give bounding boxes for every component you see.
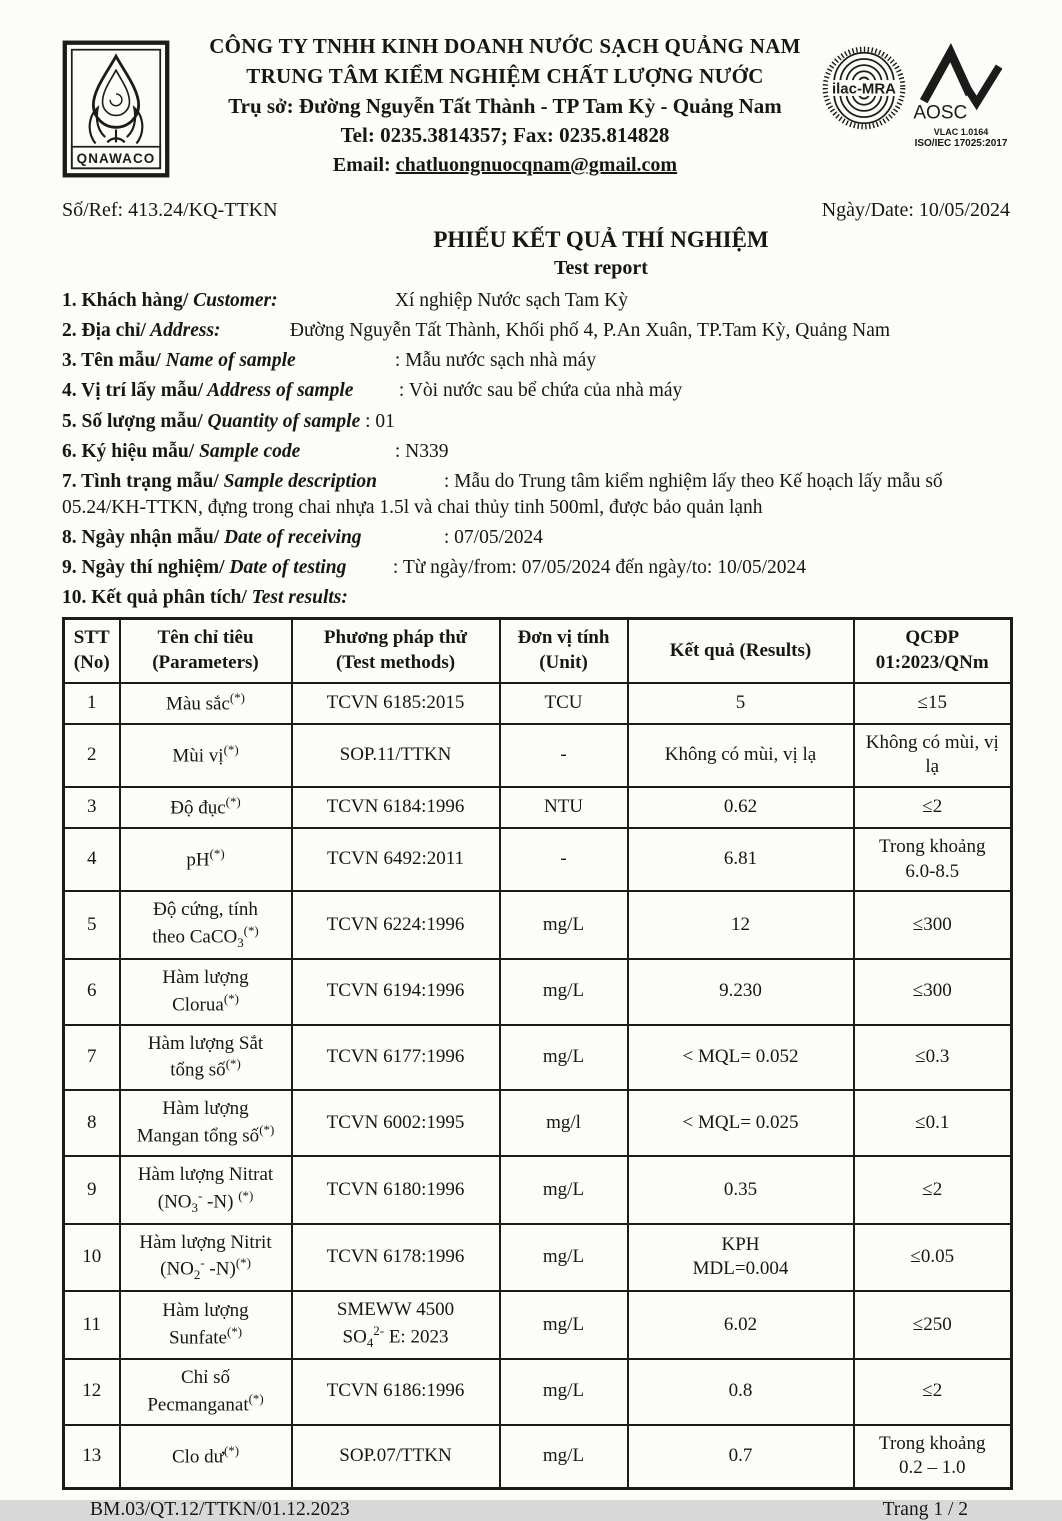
cell-method: TCVN 6194:1996	[292, 959, 500, 1025]
qnawaco-logo-text: QNAWACO	[76, 150, 156, 166]
table-row	[64, 787, 1012, 828]
cell-unit: mg/L	[500, 1025, 628, 1091]
table-row	[64, 891, 1012, 959]
info-label-en: Date of receiving	[219, 526, 362, 548]
table-row	[64, 1090, 1012, 1156]
info-value: : N339	[390, 440, 449, 462]
letterhead-text	[190, 30, 820, 180]
cell-result: 9.230	[628, 959, 854, 1025]
info-label-vi: 6. Ký hiệu mẫu/	[62, 440, 195, 462]
cell-limit: ≤0.3	[854, 1025, 1012, 1091]
cell-no: 6	[64, 959, 120, 1025]
table-row	[64, 959, 1012, 1025]
info-line	[62, 378, 1010, 404]
table-row	[64, 1224, 1012, 1292]
table-row	[64, 724, 1012, 787]
cell-no: 12	[64, 1359, 120, 1425]
cell-result: < MQL= 0.052	[628, 1025, 854, 1091]
info-label	[62, 585, 348, 611]
info-label	[62, 555, 388, 581]
info-value: : 07/05/2024	[439, 526, 544, 548]
cell-no: 1	[64, 683, 120, 724]
cell-limit: ≤2	[854, 787, 1012, 828]
cell-unit: mg/L	[500, 891, 628, 959]
info-line	[62, 555, 1010, 581]
cell-parameter: Hàm lượng Nitrit ($NO_2^-$ -N)(*)	[120, 1224, 292, 1292]
cell-limit: ≤300	[854, 959, 1012, 1025]
cell-method: TCVN 6002:1995	[292, 1090, 500, 1156]
ref-date: Ngày/Date: 10/05/2024	[821, 199, 1010, 221]
info-line	[62, 439, 1010, 465]
cell-unit: mg/l	[500, 1090, 628, 1156]
info-label-vi: 8. Ngày nhận mẫu/	[62, 526, 220, 548]
cell-unit: mg/L	[500, 1156, 628, 1224]
info-label-vi: 5. Số lượng mẫu/	[62, 410, 203, 432]
cell-parameter: Màu sắc(*)	[120, 683, 292, 724]
ilac-mra-stamp	[820, 44, 908, 132]
cell-method: TCVN 6186:1996	[292, 1359, 500, 1425]
info-label	[62, 469, 439, 495]
letterhead	[62, 30, 1010, 183]
info-label-vi: 2. Địa chỉ/	[62, 319, 146, 341]
cell-result: 5	[628, 683, 854, 724]
aosc-iso-code: ISO/IEC 17025:2017	[914, 138, 1008, 150]
info-line	[62, 469, 1010, 520]
cell-parameter: Độ đục(*)	[120, 787, 292, 828]
cell-parameter: Hàm lượng Sunfate(*)	[120, 1291, 292, 1359]
cell-parameter: Hàm lượng Mangan tổng số(*)	[120, 1090, 292, 1156]
info-label-en: Sample code	[194, 440, 301, 462]
table-row	[64, 1359, 1012, 1425]
aosc-logo-graphic	[912, 44, 1010, 122]
info-line	[62, 288, 1010, 314]
cell-limit: ≤2	[854, 1156, 1012, 1224]
cell-unit: mg/L	[500, 959, 628, 1025]
email-link[interactable]: chatluongnuocqnam@gmail.com	[395, 154, 678, 177]
info-value: : Mẫu nước sạch nhà máy	[390, 350, 597, 372]
cell-result: 0.7	[628, 1425, 854, 1489]
cell-method: TCVN 6180:1996	[292, 1156, 500, 1224]
aosc-text: AOSC	[913, 102, 968, 124]
info-label-en: Date of testing	[224, 557, 347, 579]
aosc-vlac-code: VLAC 1.0164	[933, 127, 989, 137]
cell-result: 6.02	[628, 1291, 854, 1359]
cell-unit: mg/L	[500, 1224, 628, 1292]
cell-no: 10	[64, 1224, 120, 1292]
cell-result: 0.8	[628, 1359, 854, 1425]
cell-unit: -	[500, 724, 628, 787]
ref-row	[62, 199, 1010, 222]
cell-limit: ≤15	[854, 683, 1012, 724]
cell-unit: mg/L	[500, 1425, 628, 1489]
cell-result: KPH MDL=0.004	[628, 1224, 854, 1292]
info-label	[62, 409, 360, 435]
cell-result: 0.62	[628, 787, 854, 828]
cell-limit: Không có mùi, vị lạ	[854, 724, 1012, 787]
cell-method: TCVN 6177:1996	[292, 1025, 500, 1091]
info-value: : Vòi nước sau bể chứa của nhà máy	[394, 380, 683, 402]
cell-method: TCVN 6185:2015	[292, 683, 500, 724]
email-label: Email:	[332, 154, 391, 177]
info-label-en: Sample description	[218, 471, 377, 492]
info-label	[62, 318, 285, 344]
cell-limit: ≤250	[854, 1291, 1012, 1359]
info-label	[62, 348, 390, 374]
info-label-en: Address:	[145, 319, 221, 341]
column-header: QCĐP 01:2023/QNm	[854, 619, 1012, 683]
info-label-en: Test results:	[246, 587, 348, 609]
info-label-vi: 9. Ngày thí nghiệm/	[62, 557, 225, 579]
info-label-vi: 7. Tình trạng mẫu/	[62, 471, 219, 492]
cell-parameter: Độ cứng, tính theo CaCO$_3$(*)	[120, 891, 292, 959]
info-label	[62, 439, 390, 465]
cell-limit: Trong khoảng 0.2 – 1.0	[854, 1425, 1012, 1489]
info-label	[62, 288, 390, 314]
cell-limit: ≤300	[854, 891, 1012, 959]
cell-limit: ≤0.05	[854, 1224, 1012, 1292]
info-label-vi: 1. Khách hàng/	[62, 289, 189, 311]
table-row	[64, 1025, 1012, 1091]
column-header: Phương pháp thử (Test methods)	[292, 619, 500, 683]
cell-limit: Trong khoảng 6.0-8.5	[854, 828, 1012, 891]
aosc-logo	[912, 44, 1010, 151]
info-label-en: Quantity of sample	[202, 410, 361, 432]
info-label-vi: 10. Kết quả phân tích/	[62, 587, 247, 609]
cell-unit: mg/L	[500, 1291, 628, 1359]
table-row	[64, 828, 1012, 891]
cell-result: 0.35	[628, 1156, 854, 1224]
cell-unit: mg/L	[500, 1359, 628, 1425]
cell-parameter: Hàm lượng Clorua(*)	[120, 959, 292, 1025]
cell-no: 13	[64, 1425, 120, 1489]
ref-number: Số/Ref: 413.24/KQ-TTKN	[62, 199, 278, 221]
page-number: Trang 1 / 2	[882, 1498, 968, 1520]
head-office-address: Trụ sở: Đường Nguyễn Tất Thành - TP Tam Kỳ - Quảng Nam	[228, 93, 782, 118]
cell-no: 4	[64, 828, 120, 891]
page-footer	[62, 1499, 1010, 1521]
center-name: TRUNG TÂM KIỂM NGHIỆM CHẤT LƯỢNG NƯỚC	[246, 63, 764, 88]
cell-parameter: Hàm lượng Nitrat ($NO_3^-$ -N) (*)	[120, 1156, 292, 1224]
table-row	[64, 1156, 1012, 1224]
cell-parameter: pH(*)	[120, 828, 292, 891]
info-label-en: Name of sample	[160, 350, 296, 372]
cell-method: SOP.11/TTKN	[292, 724, 500, 787]
cell-limit: ≤2	[854, 1359, 1012, 1425]
qnawaco-logo	[62, 30, 190, 183]
info-value: Đường Nguyễn Tất Thành, Khối phố 4, P.An Xuân, TP.Tam Kỳ, Quảng Nam	[285, 319, 891, 341]
hands-icon	[90, 108, 143, 144]
cell-unit: NTU	[500, 787, 628, 828]
info-line	[62, 525, 1010, 551]
column-header: STT (No)	[64, 619, 120, 683]
cell-method: TCVN 6224:1996	[292, 891, 500, 959]
cell-unit: TCU	[500, 683, 628, 724]
cell-limit: ≤0.1	[854, 1090, 1012, 1156]
info-line	[62, 348, 1010, 374]
cell-no: 3	[64, 787, 120, 828]
cell-method: TCVN 6492:2011	[292, 828, 500, 891]
sample-info-list	[62, 288, 1010, 612]
info-line	[62, 409, 1010, 435]
table-row	[64, 1425, 1012, 1489]
cell-parameter: Mùi vị(*)	[120, 724, 292, 787]
info-label-en: Customer:	[188, 289, 278, 311]
table-row	[64, 1291, 1012, 1359]
info-label-vi: 3. Tên mẫu/	[62, 350, 161, 372]
cell-no: 9	[64, 1156, 120, 1224]
title-block	[62, 226, 1010, 280]
cell-result: 12	[628, 891, 854, 959]
cell-method: SOP.07/TTKN	[292, 1425, 500, 1489]
info-line	[62, 585, 1010, 611]
company-name: CÔNG TY TNHH KINH DOANH NƯỚC SẠCH QUẢNG NAM	[209, 34, 801, 58]
info-label-vi: 4. Vị trí lấy mẫu/	[62, 380, 204, 402]
cell-result: < MQL= 0.025	[628, 1090, 854, 1156]
accreditation-logos	[820, 30, 1010, 151]
cell-parameter: Clo dư(*)	[120, 1425, 292, 1489]
qnawaco-logo-graphic	[62, 40, 170, 178]
cell-parameter: Hàm lượng Sắt tổng số(*)	[120, 1025, 292, 1091]
tel-fax: Tel: 0235.3814357; Fax: 0235.814828	[340, 123, 670, 148]
cell-result: 6.81	[628, 828, 854, 891]
info-value: Xí nghiệp Nước sạch Tam Kỳ	[390, 289, 628, 311]
cell-result: Không có mùi, vị lạ	[628, 724, 854, 787]
cell-no: 5	[64, 891, 120, 959]
cell-parameter: Chỉ số Pecmanganat(*)	[120, 1359, 292, 1425]
info-label-en: Address of sample	[203, 380, 354, 402]
cell-method: TCVN 6178:1996	[292, 1224, 500, 1292]
cell-unit: -	[500, 828, 628, 891]
report-title: PHIẾU KẾT QUẢ THÍ NGHIỆM	[433, 227, 769, 252]
form-code: BM.03/QT.12/TTKN/01.12.2023	[90, 1498, 350, 1520]
cell-no: 8	[64, 1090, 120, 1156]
cell-method: TCVN 6184:1996	[292, 787, 500, 828]
email-line	[190, 151, 820, 179]
water-drop-icon	[93, 56, 138, 127]
cell-no: 2	[64, 724, 120, 787]
info-value: : Từ ngày/from: 07/05/2024 đến ngày/to: 10/05/2024	[388, 557, 807, 579]
results-table	[62, 617, 1013, 1490]
column-header: Đơn vị tính (Unit)	[500, 619, 628, 683]
info-value: : Mẫu do Trung tâm kiểm nghiệm lấy theo Kế hoạch lấy mẫu số 05.24/KH-TTKN, đựng trong chai nhựa 1.5l và chai thủy tinh 500ml, được bảo quản lạnh	[62, 471, 943, 518]
info-line	[62, 318, 1010, 344]
info-label	[62, 525, 439, 551]
info-label	[62, 378, 394, 404]
table-row	[64, 683, 1012, 724]
info-value: : 01	[360, 410, 395, 432]
column-header: Tên chỉ tiêu (Parameters)	[120, 619, 292, 683]
cell-no: 7	[64, 1025, 120, 1091]
report-title-en: Test report	[554, 256, 648, 279]
ilac-mra-text: ilac-MRA	[832, 80, 896, 98]
column-header: Kết quả (Results)	[628, 619, 854, 683]
cell-method: SMEWW 4500 $SO_4^{2-}$ E: 2023	[292, 1291, 500, 1359]
cell-no: 11	[64, 1291, 120, 1359]
table-header-row	[64, 619, 1012, 683]
